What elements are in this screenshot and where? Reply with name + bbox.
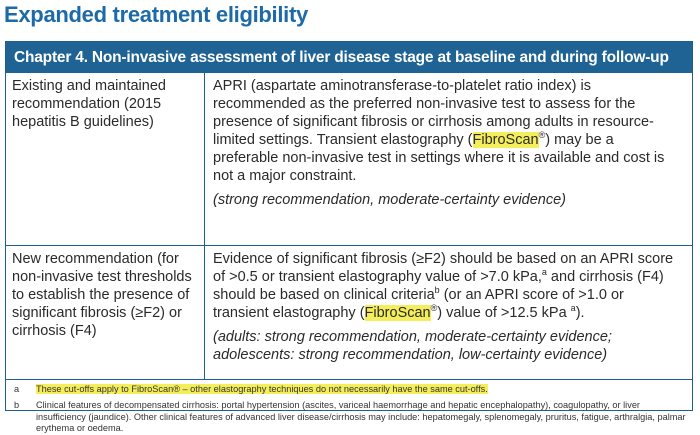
text-segment: APRI (aspartate aminotransferase-to-platelet ratio index) is recommended as the preferred non-invasive test to assess for the presence of significant fibrosis or cirrhosis among adults in resource-limited settings. Transient elastography (: [213, 78, 654, 148]
recommendation-row-new: [6, 245, 692, 379]
recommendation-strength: [213, 328, 683, 364]
registered-mark: ®: [430, 303, 438, 314]
footnote-ref-a: a: [570, 303, 576, 314]
text-segment: ) may be a preferable non-invasive test in settings where it is available and cost is not a major constraint.: [213, 132, 665, 184]
column-divider: [204, 73, 205, 245]
row-content-new: [213, 250, 683, 364]
recommendation-text: [213, 77, 683, 185]
text-segment: Evidence of significant fibrosis (≥F2) should be based on an APRI score of >0.5 or transient elastography value of >7.0 kPa,: [213, 251, 674, 285]
highlighted-term: FibroScan: [472, 132, 539, 148]
recommendation-row-existing: [6, 73, 692, 245]
column-divider: [204, 246, 205, 379]
text-segment: ).: [575, 305, 585, 321]
recommendation-box: [5, 41, 693, 433]
recommendation-strength-adults: (adults: strong recommendation, moderate-certainty evidence;: [213, 329, 612, 345]
footnote-letter: b: [14, 400, 20, 410]
row-label-existing: Existing and maintained recommendation (2015 hepatitis B guidelines): [12, 78, 166, 130]
recommendation-strength-adolescents: adolescents: strong recommendation, low-certainty evidence): [213, 347, 608, 363]
footnote-letter: a: [14, 384, 20, 394]
row-content-existing: [213, 77, 683, 209]
text-segment: (or an APRI score of >1.0 or transient elastography (: [213, 287, 624, 321]
footnote-ref-a: a: [541, 267, 547, 278]
footnote-text: Clinical features of decompensated cirrhosis: portal hypertension (ascites, variceal haemorrhage and hepatic encephalopathy), coagulopathy, or liver insufficiency (jaundice). Other clinical features of advanced liver disease/cirrhosis may include: hepatomegaly, splenomegaly, pruritus, fatigue, arthralgia, palmar erythema or oedema.: [36, 400, 686, 433]
registered-mark: ®: [538, 130, 546, 141]
text-segment: ) value of >12.5 kPa: [437, 305, 571, 321]
row-label-new: New recommendation (for non-invasive test thresholds to establish the presence of significant fibrosis (≥F2) or cirrhosis (F4): [12, 251, 192, 339]
highlighted-term: FibroScan: [364, 305, 431, 321]
recommendation-strength: (strong recommendation, moderate-certainty evidence): [213, 192, 566, 208]
text-segment: and cirrhosis (F4) should be based on clinical criteria: [213, 269, 664, 303]
footnote-ref-b: b: [434, 285, 440, 296]
page-title: Expanded treatment eligibility: [4, 2, 308, 27]
recommendation-text: [213, 250, 683, 322]
chapter-header: Chapter 4. Non-invasive assessment of liver disease stage at baseline and during follow-up: [6, 42, 692, 73]
footnotes: [6, 379, 692, 433]
footnote-text: These cut-offs apply to FibroScan® – other elastography techniques do not necessarily have the same cut-offs.: [36, 384, 488, 394]
